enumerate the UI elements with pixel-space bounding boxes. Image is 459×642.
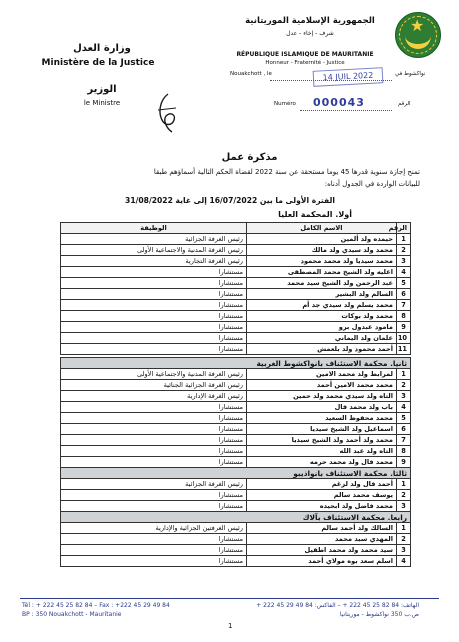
row-job: مستشارا [61,344,247,355]
row-name: المهدي سيد محمد [247,534,397,545]
row-job: مستشارا [61,545,247,556]
row-name: مامود عبدول برو [247,322,397,333]
row-name: محمد محمد الامين أحمد [247,380,397,391]
row-number: 9 [397,457,411,468]
col-job: الوظيفة [61,223,247,234]
row-job: مستشارا [61,267,247,278]
row-number: 9 [397,322,411,333]
footer-bp-ar: ص.ب 350 نواكشوط - موريتانيا [339,611,419,618]
row-job: مستشارا [61,556,247,567]
row-name: يوسف محمد سالم [247,490,397,501]
judges-table-2 [60,357,411,567]
table-row [61,534,411,545]
row-name: محمد فاضل ولد ابحيده [247,501,397,512]
page-number: 1 [228,622,233,630]
row-job: مستشارا [61,278,247,289]
col-num: الرقم [397,223,411,234]
row-job: مستشارا [61,424,247,435]
table-row [61,267,411,278]
table-row [61,245,411,256]
row-job: مستشارا [61,413,247,424]
table-row [61,413,411,424]
table-row [61,523,411,534]
row-number: 2 [397,245,411,256]
row-number: 2 [397,534,411,545]
row-job: رئيس الغرفة التجارية [61,256,247,267]
row-job: رئيس الغرفة الجزائية [61,234,247,245]
place-ar-label: نواكشوط في [395,71,426,77]
row-name: السالك ولد أحمد سالم [247,523,397,534]
footer-divider [20,598,439,599]
table-row [61,424,411,435]
memo-title: مذكرة عمل [221,152,278,163]
table-row [61,300,411,311]
numero-ar-label: الرقم [398,101,411,107]
row-job: رئيس الغرفة المدنية والاجتماعية الأولى [61,245,247,256]
judges-table-1 [60,222,411,355]
row-number: 5 [397,278,411,289]
row-job: مستشارا [61,289,247,300]
row-job: مستشارا [61,300,247,311]
row-name: أحمد محمود ولد بلعمش [247,344,397,355]
signature-icon [154,92,180,134]
memo-line-1: تمنح إجازة سنوية قدرها 45 يوما مستحقة عن سنة 2022 لقضاة الحكم التالية أسماؤهم طبقا [153,168,420,176]
col-name: الاسم الكامل [247,223,397,234]
row-number: 7 [397,300,411,311]
footer-bp-fr: BP : 350 Nouakchott - Mauritanie [22,611,122,618]
table-row [61,369,411,380]
row-job: مستشارا [61,402,247,413]
row-name: اعليه ولد الشيخ محمد المصطفى [247,267,397,278]
ministry-ar: وزارة العدل [73,43,131,54]
minister-fr: le Ministre [83,99,121,107]
date-stamp: 14 JUIL 2022 [313,67,384,87]
row-job: مستشارا [61,333,247,344]
motto-fr: Honneur - Fraternité - Justice [265,60,345,66]
row-number: 11 [397,344,411,355]
row-number: 2 [397,380,411,391]
row-job: مستشارا [61,435,247,446]
row-job: مستشارا [61,501,247,512]
place-fr-label: Nouakchott , le [230,71,272,77]
dotted-line-date [270,80,392,81]
row-name: التاه ولد عبد الله [247,446,397,457]
row-number: 1 [397,234,411,245]
row-name: عبد الرحمن ولد الشيخ سيد محمد [247,278,397,289]
row-number: 8 [397,311,411,322]
row-name: أحمد فال ولد لزغم [247,479,397,490]
row-name: اسلم سعد بوه مولاي أحمد [247,556,397,567]
table-row [61,490,411,501]
row-number: 10 [397,333,411,344]
section-4-title: رابعا. محكمة الاستئناف بآلاك [61,512,411,523]
row-job: رئيس الغرفتين الجزائية والإدارية [61,523,247,534]
row-job: رئيس الغرفة الإدارية [61,391,247,402]
row-number: 6 [397,289,411,300]
row-name: اسماعيل ولد الشيخ سيديا [247,424,397,435]
row-job: مستشارا [61,446,247,457]
table-row [61,479,411,490]
row-name: محمد يسلم ولد سيدي جد أم [247,300,397,311]
row-name: لمرابط ولد محمد الامين [247,369,397,380]
table-row [61,391,411,402]
row-number: 7 [397,435,411,446]
row-job: رئيس الغرفة الجزائية [61,479,247,490]
row-number: 1 [397,523,411,534]
table-row [61,556,411,567]
row-number: 5 [397,413,411,424]
row-number: 3 [397,256,411,267]
row-name: محمد ولد سيدي ولد مالك [247,245,397,256]
row-job: رئيس الغرفة الجزائية الجنائية [61,380,247,391]
row-name: محمد سيديا ولد محمد محمود [247,256,397,267]
table-row [61,256,411,267]
row-name: حيمده ولد ألمين [247,234,397,245]
footer-tel-fr: Tél : + 222 45 25 82 84 – Fax : +222 45 29 49 84 [22,602,170,609]
row-job: رئيس الغرفة المدنية والاجتماعية الأولى [61,369,247,380]
row-number: 4 [397,267,411,278]
table-row [61,234,411,245]
row-name: التاه ولد سيدي محمد ولد حمين [247,391,397,402]
row-number: 2 [397,490,411,501]
row-number: 1 [397,369,411,380]
row-name: محمد ولد بوكات [247,311,397,322]
table-row [61,402,411,413]
table-row [61,501,411,512]
row-job: مستشارا [61,534,247,545]
table-row [61,457,411,468]
row-number: 3 [397,391,411,402]
motto-ar: شرف - إخاء - عدل [286,30,334,37]
row-number: 8 [397,446,411,457]
row-name: محمد ولد أحمد ولد الشيخ سيديا [247,435,397,446]
republic-ar: الجمهورية الإسلامية الموريتانية [245,16,375,26]
dotted-line-number [300,110,392,111]
row-number: 4 [397,402,411,413]
table-row [61,333,411,344]
table-row [61,289,411,300]
row-job: مستشارا [61,322,247,333]
table-row [61,435,411,446]
row-name: محمد فال ولد محمد حرمه [247,457,397,468]
row-job: مستشارا [61,490,247,501]
row-name: علمان ولد اليماني [247,333,397,344]
row-job: مستشارا [61,311,247,322]
row-number: 1 [397,479,411,490]
section-1-title: أولا. المحكمة العليا [278,210,352,219]
memo-line-2: للبيانات الواردة في الجدول أدناه: [324,180,420,188]
table-row [61,278,411,289]
table-row [61,344,411,355]
row-name: السالم ولد البشير [247,289,397,300]
row-number: 3 [397,501,411,512]
ministry-fr: Ministère de la Justice [41,58,155,68]
republic-fr: RÉPUBLIQUE ISLAMIQUE DE MAURITANIE [236,51,374,58]
numero-fr-label: Numéro [274,101,296,107]
row-number: 4 [397,556,411,567]
section-2-title: ثانيا. محكمة الاستئناف بانواكشوط الغربية [61,358,411,369]
period: الفترة الأولى ما بين 16/07/2022 إلى غاية 31/08/2022 [125,196,335,205]
table-row [61,446,411,457]
national-emblem-icon: ★ [395,12,441,58]
numero-value: 000043 [313,96,365,109]
table-row [61,380,411,391]
table-row [61,311,411,322]
row-name: باب ولد محمد فال [247,402,397,413]
row-job: مستشارا [61,457,247,468]
minister-ar: الوزير [87,84,117,95]
row-number: 3 [397,545,411,556]
section-3-title: ثالثا. محكمة الاستئناف بانواذيبو [61,468,411,479]
row-name: سيد محمد ولد محمد اطفيل [247,545,397,556]
table-row [61,545,411,556]
row-name: محمد محفوظ السعيد [247,413,397,424]
footer-tel-ar: الهاتف: 84 82 25 45 222 + – الفاكس: 84 49 29 45 222 + [256,602,419,609]
table-row [61,322,411,333]
row-number: 6 [397,424,411,435]
